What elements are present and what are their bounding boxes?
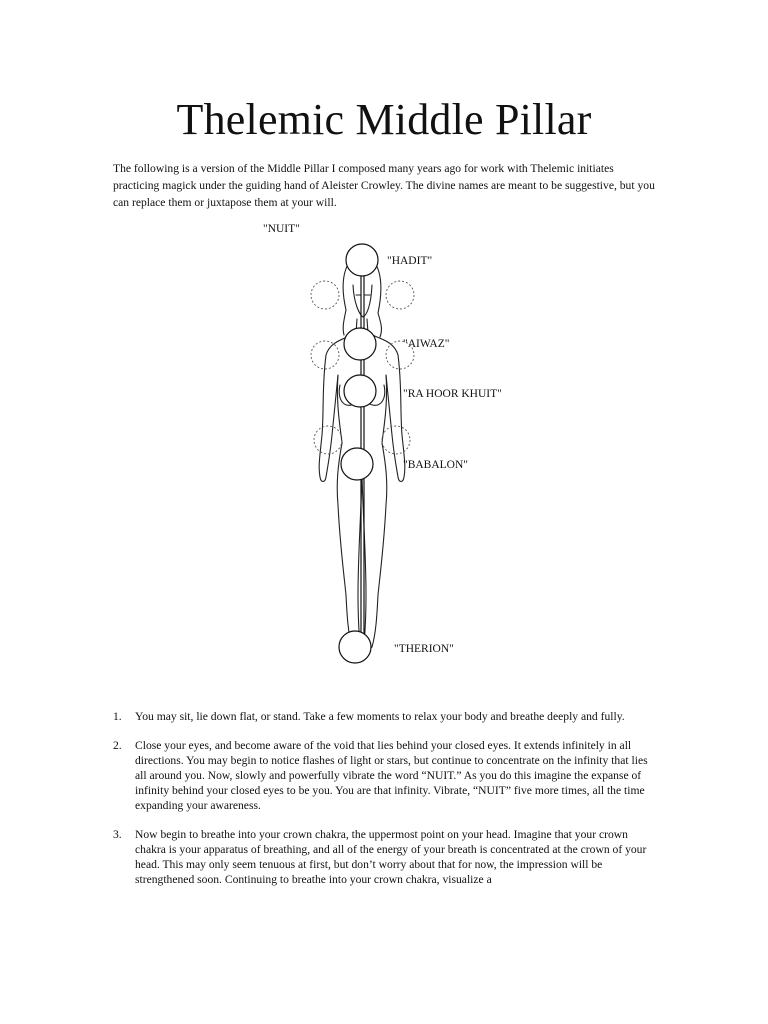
chakra-therion xyxy=(339,631,371,663)
step-number: 2. xyxy=(113,739,122,752)
left-arm-outline xyxy=(319,355,338,482)
list-item xyxy=(113,827,658,887)
label-ra-hoor-khuit: "RA HOOR KHUIT" xyxy=(403,388,502,400)
chakra-babalon xyxy=(341,448,373,480)
middle-pillar-figure xyxy=(250,215,550,675)
label-aiwaz: "AIWAZ" xyxy=(403,338,450,350)
label-therion: "THERION" xyxy=(394,643,454,655)
figure-illustration xyxy=(250,215,550,675)
label-babalon: "BABALON" xyxy=(403,459,468,471)
aura-circles xyxy=(311,281,414,454)
step-number: 1. xyxy=(113,710,122,723)
list-item xyxy=(113,709,658,724)
face-outline xyxy=(353,285,372,317)
chakra-ra-hoor-khuit xyxy=(344,375,376,407)
list-item xyxy=(113,738,658,813)
document-title: Thelemic Middle Pillar xyxy=(176,95,592,144)
label-nuit: "NUIT" xyxy=(263,223,300,235)
step-text: You may sit, lie down flat, or stand. Take a few moments to relax your body and breathe deeply and fully. xyxy=(135,710,625,723)
step-number: 3. xyxy=(113,828,122,841)
label-hadit: "HADIT" xyxy=(387,255,433,267)
step-text: Now begin to breathe into your crown chakra, the uppermost point on your head. Imagine that your crown chakra is your apparatus of breathing, and all of the energy of your breath is concentrated at the crown of your head. This may only seem tenuous at first, but don’t worry about that for now, the impression will be strengthened soon. Continuing to breathe into your crown chakra, visualize a xyxy=(135,828,647,886)
right-arm-outline xyxy=(386,355,405,482)
right-leg-outline xyxy=(366,505,386,651)
left-leg-outline xyxy=(338,505,358,651)
chakra-aiwaz xyxy=(344,328,376,360)
instruction-list xyxy=(113,709,658,901)
intro-paragraph: The following is a version of the Middle Pillar I composed many years ago for work with Thelemic initiates practicing magick under the guiding hand of Aleister Crowley. The divine names are meant to be suggestive, but you can replace them or juxtapose them at your will. xyxy=(113,162,655,210)
chakra-hadit xyxy=(346,244,378,276)
step-text: Close your eyes, and become aware of the void that lies behind your closed eyes. It extends infinitely in all directions. You may begin to notice flashes of light or stars, but continue to concentrate on the infinity that lies all around you. Now, slowly and powerfully vibrate the word “NUIT.” As you do this imagine the expanse of infinity behind your closed eyes to be you. You are that infinity. Vibrate, “NUIT” five more times, all the time expanding your awareness. xyxy=(135,739,648,812)
